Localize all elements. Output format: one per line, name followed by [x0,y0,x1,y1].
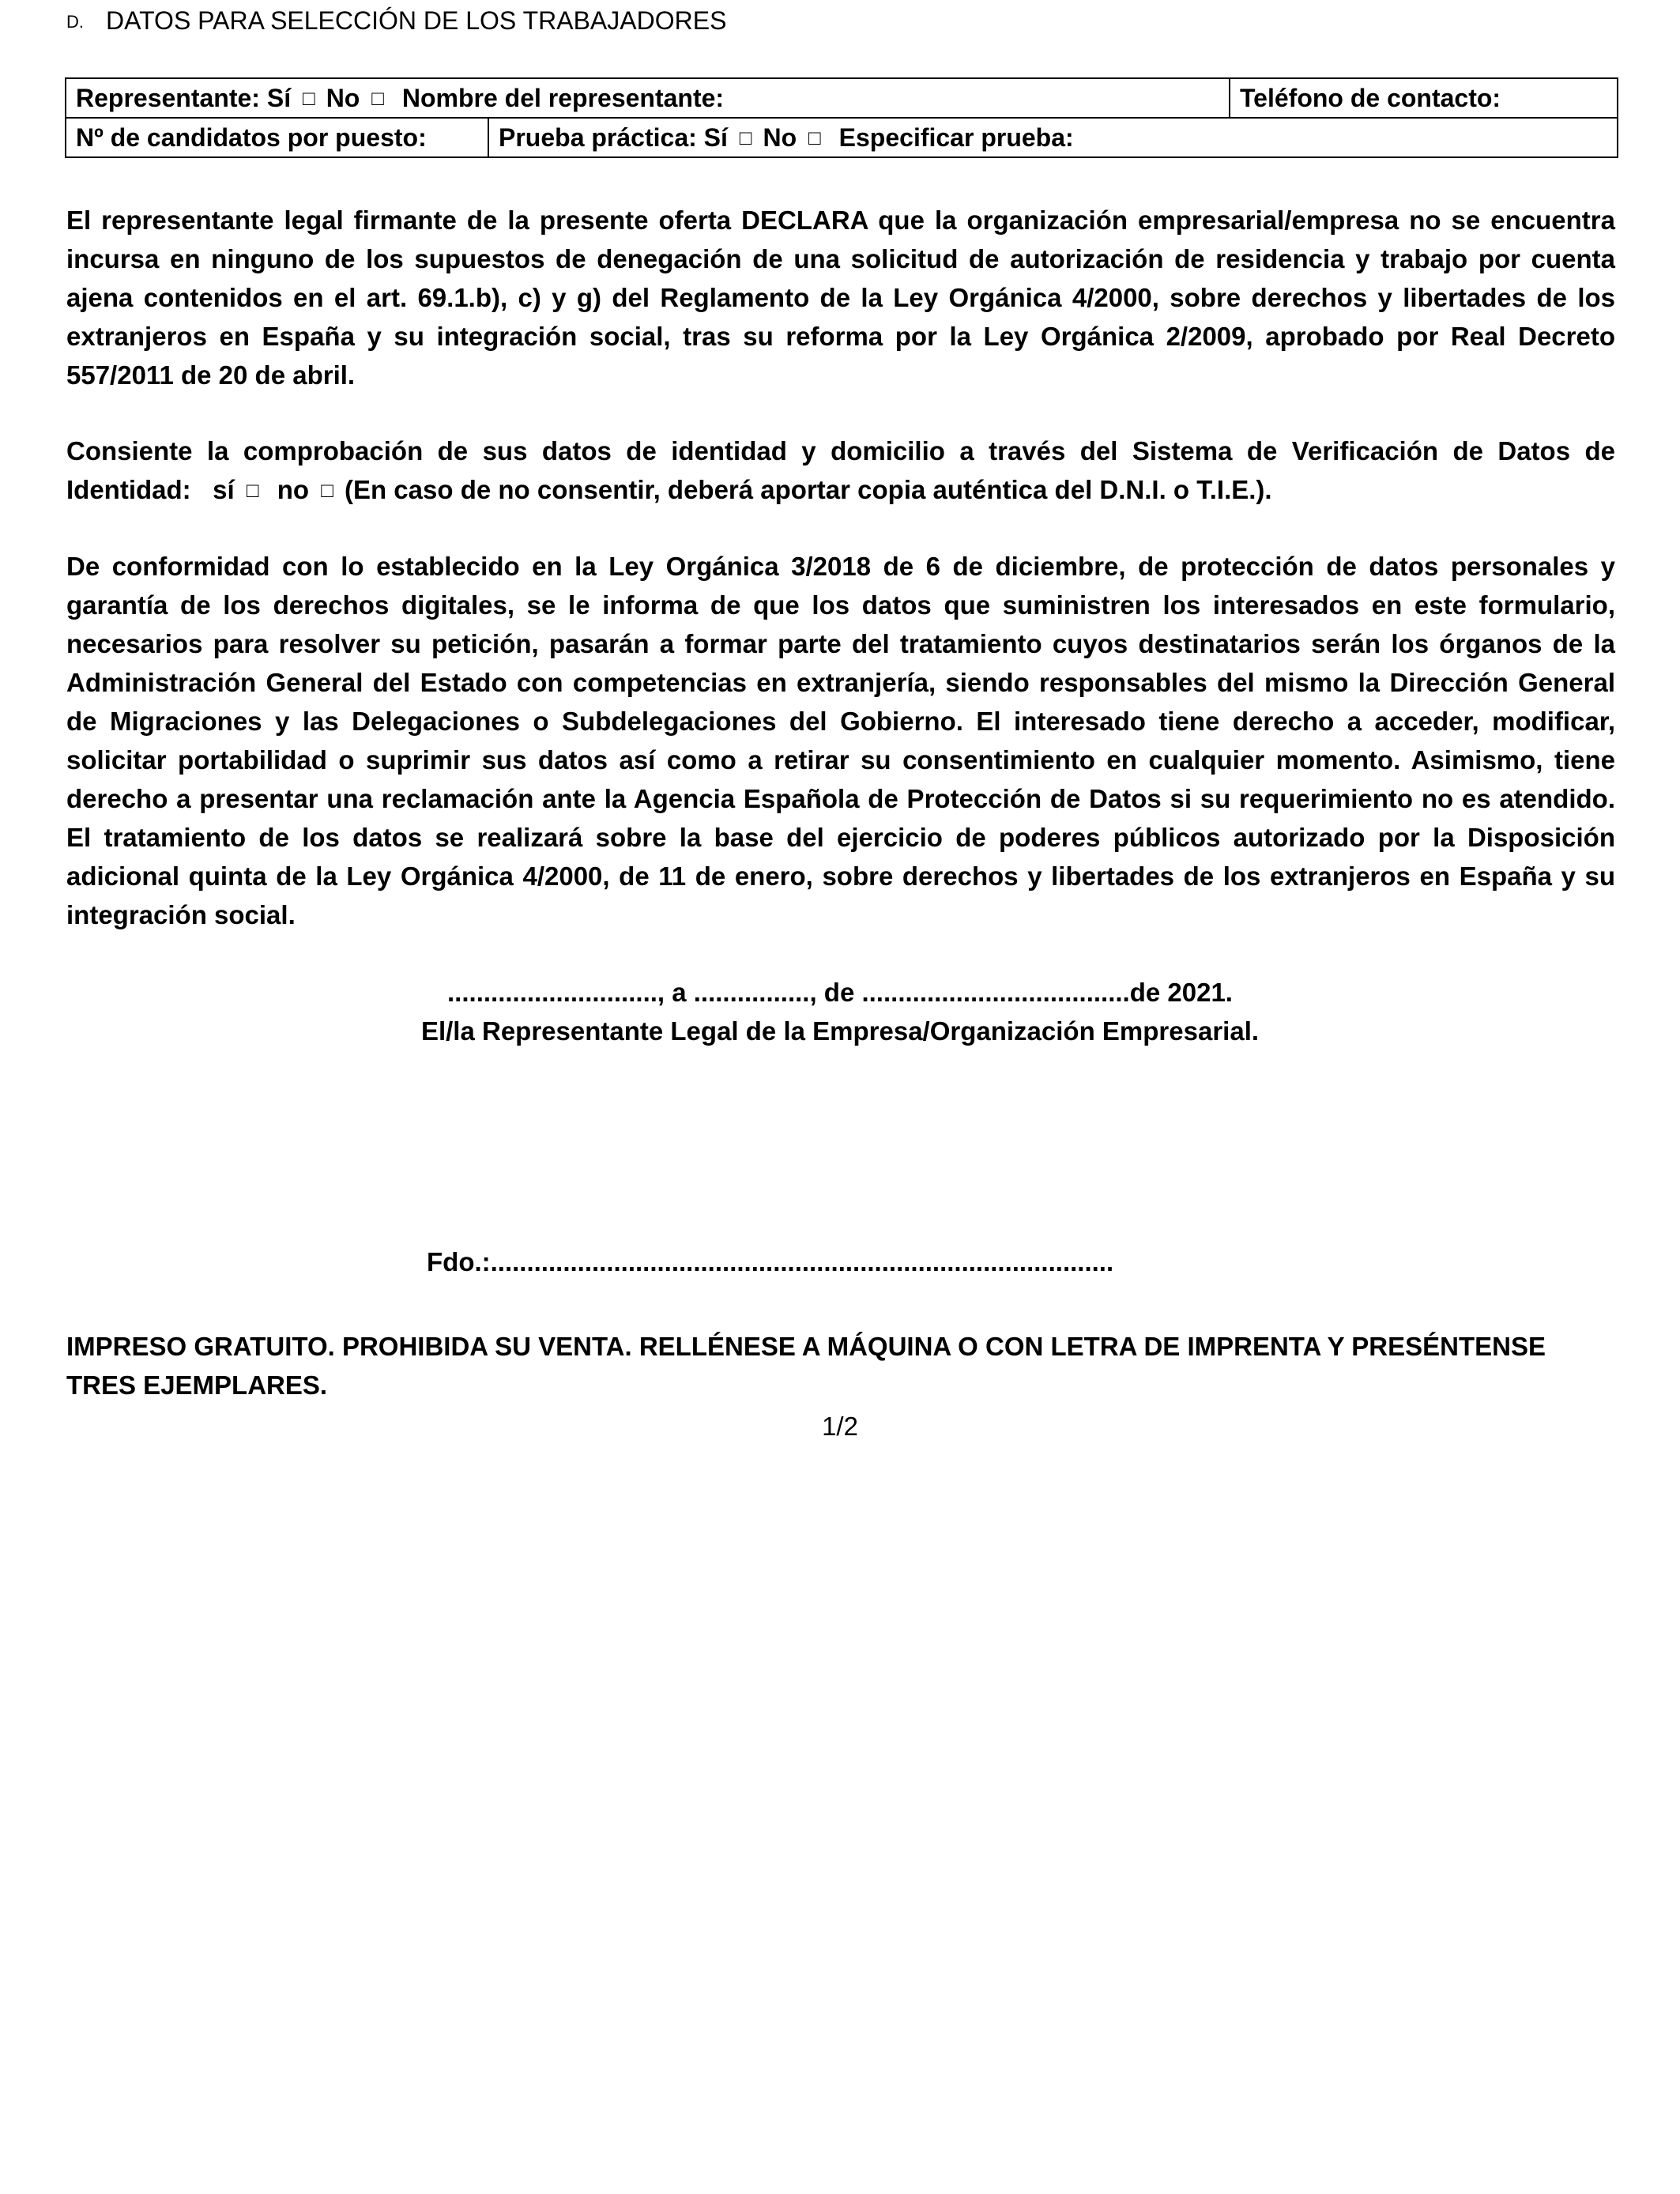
consent-no-checkbox[interactable]: □ [321,478,333,502]
signature-fdo-line: Fdo.:...................................................................................... [427,1247,1114,1276]
declaration-paragraph: El representante legal firmante de la presente oferta DECLARA que la organización empresarial/empresa no se encuentra incursa en ninguno de los supuestos de denegación de una solicitud de autorización de residencia y trabajo por cuenta ajena contenidos en el art. 69.1.b), c) y g) del Reglamento de la Ley Orgánica 4/2000, sobre derechos y libertades de los extranjeros en España y su integración social, tras su reforma por la Ley Orgánica 2/2009, aprobado por Real Decreto 557/2011 de 20 de abril. [66,205,1615,390]
table-row [66,118,1618,157]
consent-note: (En caso de no consentir, deberá aportar copia auténtica del D.N.I. o T.I.E.). [344,475,1272,504]
section-letter: D. [66,12,84,32]
data-protection-paragraph: De conformidad con lo establecido en la Ley Orgánica 3/2018 de 6 de diciembre, de protección de datos personales y garantía de los derechos digitales, se le informa de que los datos que suministren los interesados en este formulario, necesarios para resolver su petición, pasarán a formar parte del tratamiento cuyos destinatarios serán los órganos de la Administración General del Estado con competencias en extranjería, siendo responsables del mismo la Dirección General de Migraciones y las Delegaciones o Subdelegaciones del Gobierno. El interesado tiene derecho a acceder, modificar, solicitar portabilidad o suprimir sus datos así como a retirar su consentimiento en cualquier momento. Asimismo, tiene derecho a presentar una reclamación ante la Agencia Española de Protección de Datos si su requerimiento no es atendido. El tratamiento de los datos se realizará sobre la base del ejercicio de poderes públicos autorizado por la Disposición adicional quinta de la Ley Orgánica 4/2000, de 11 de enero, sobre derechos y libertades de los extranjeros en España y su integración social. [66,552,1615,929]
worker-selection-table [65,77,1618,158]
representante-label: Representante: Sí [76,84,292,112]
prueba-si-checkbox[interactable]: □ [739,126,752,149]
signature-representative-line: El/la Representante Legal de la Empresa/Organización Empresarial. [420,1016,1260,1046]
signature-date-line: ............................., a ................, de .....................................de 2021. [447,978,1233,1007]
prueba-no-checkbox[interactable]: □ [808,126,821,149]
table-row [66,78,1618,118]
representante-cell[interactable] [66,78,1230,118]
representante-no-checkbox[interactable]: □ [371,86,384,110]
consent-si-label: sí [213,475,235,504]
consent-no-label: no [277,475,310,504]
consent-paragraph [66,432,1615,510]
section-heading [66,6,726,36]
representante-si-checkbox[interactable]: □ [302,86,315,110]
prueba-no-label: No [763,123,797,152]
nombre-representante-label: Nombre del representante: [401,84,725,112]
page-number: 1/2 [822,1412,858,1441]
telefono-label: Teléfono de contacto: [1240,84,1501,112]
form-notice: IMPRESO GRATUITO. PROHIBIDA SU VENTA. RELLÉNESE A MÁQUINA O CON LETRA DE IMPRENTA Y PRESÉNTENSE TRES EJEMPLARES. [66,1332,1546,1400]
especificar-prueba-label: Especificar prueba: [838,123,1074,152]
prueba-label: Prueba práctica: Sí [499,123,728,152]
consent-si-checkbox[interactable]: □ [246,478,259,502]
candidatos-cell[interactable] [66,118,488,157]
representante-no-label: No [326,84,360,112]
candidatos-label: Nº de candidatos por puesto: [76,123,427,152]
telefono-cell[interactable] [1230,78,1618,118]
consent-text: Consiente la comprobación de sus datos de identidad y domicilio a través del Sistema de Verificación de Datos de Identidad: [66,436,1615,504]
section-title: DATOS PARA SELECCIÓN DE LOS TRABAJADORES [106,6,727,35]
prueba-cell[interactable] [488,118,1618,157]
